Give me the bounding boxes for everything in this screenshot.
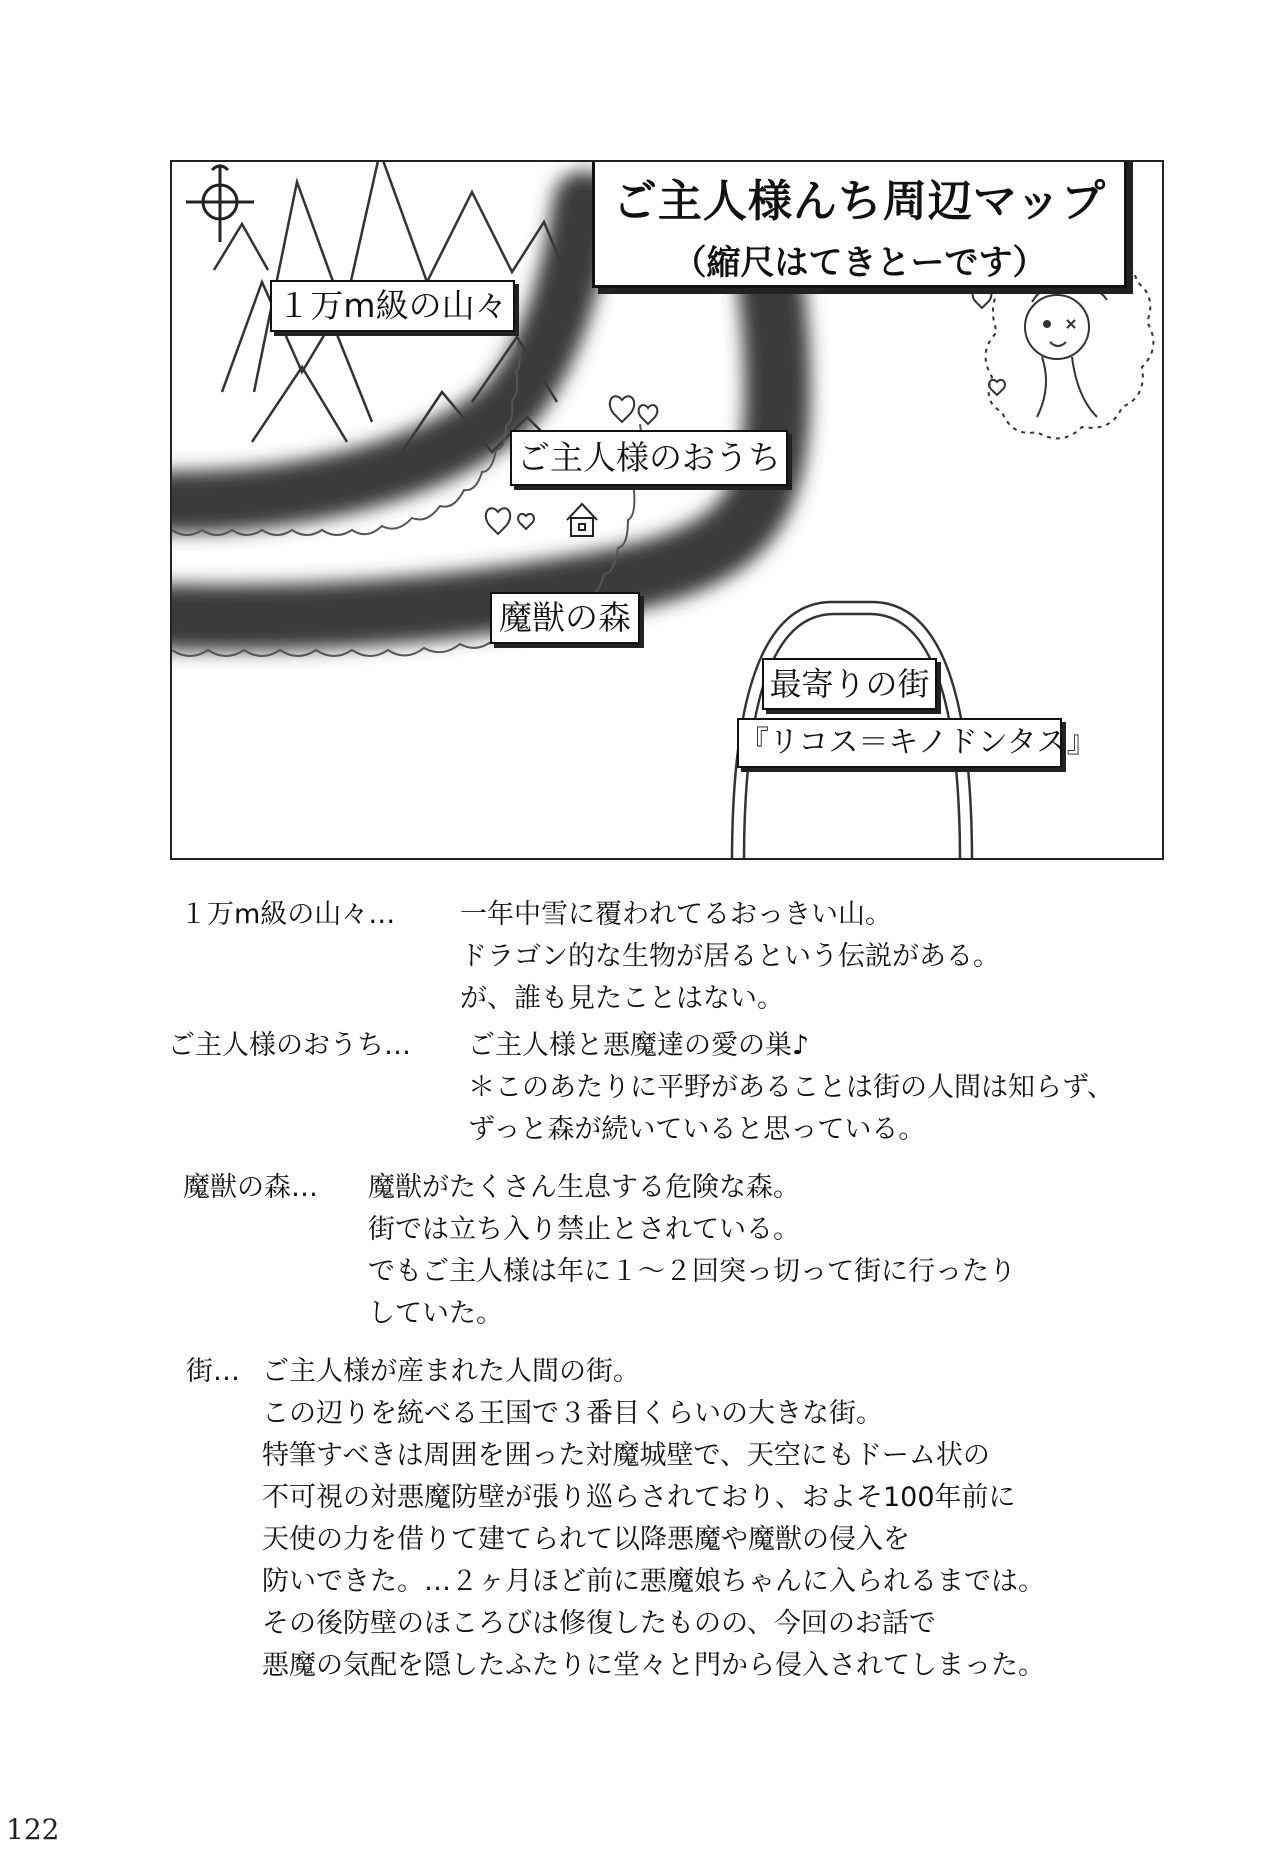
label-town: 最寄りの街 bbox=[762, 658, 937, 710]
label-town-name: 『リコス＝キノドンタス』 bbox=[737, 718, 1062, 768]
compass-icon bbox=[186, 166, 254, 242]
legend-line: ドラゴン的な生物が居るという伝説がある。 bbox=[460, 941, 1000, 972]
map-subtitle: （縮尺はてきとーです） bbox=[672, 243, 1047, 283]
legend-line: が、誰も見たことはない。 bbox=[460, 983, 784, 1014]
legend-line: 一年中雪に覆われてるおっきい山。 bbox=[460, 899, 892, 930]
legend-line: 街では立ち入り禁止とされている。 bbox=[368, 1214, 800, 1245]
legend-line: ＊このあたりに平野があることは街の人間は知らず、 bbox=[468, 1072, 1114, 1103]
legend-term: ご主人様のおうち… bbox=[168, 1030, 411, 1061]
legend-term: 魔獣の森… bbox=[183, 1172, 318, 1203]
area-map bbox=[170, 160, 1164, 860]
legend-entry-forest bbox=[183, 1168, 318, 1207]
legend-line: でもご主人様は年に１～２回突っ切って街に行ったり bbox=[368, 1256, 1016, 1287]
legend-line: 特筆すべきは周囲を囲った対魔城壁で、天空にもドーム状の bbox=[262, 1440, 990, 1471]
legend-line: 防いできた。…２ヶ月ほど前に悪魔娘ちゃんに入られるまでは。 bbox=[262, 1566, 1045, 1597]
legend-line: 不可視の対悪魔防壁が張り巡らされており、およそ100年前に bbox=[262, 1482, 1016, 1513]
legend-entry-town bbox=[186, 1352, 240, 1391]
legend-line: ご主人様が産まれた人間の街。 bbox=[262, 1356, 640, 1387]
legend-term: 街… bbox=[186, 1356, 240, 1387]
legend-line: この辺りを統べる王国で３番目くらいの大きな街。 bbox=[262, 1398, 883, 1429]
label-house: ご主人様のおうち bbox=[510, 430, 788, 486]
legend-line: していた。 bbox=[368, 1298, 503, 1329]
legend-line: ずっと森が続いていると思っている。 bbox=[468, 1114, 926, 1145]
legend-entry-mountains bbox=[180, 895, 395, 934]
legend-line: 魔獣がたくさん生息する危険な森。 bbox=[368, 1172, 800, 1203]
legend-line: 悪魔の気配を隠したふたりに堂々と門から侵入されてしまった。 bbox=[262, 1650, 1045, 1681]
label-forest: 魔獣の森 bbox=[490, 592, 640, 644]
map-title-box bbox=[592, 160, 1127, 288]
legend-line: 天使の力を借りて建てられて以降悪魔や魔獣の侵入を bbox=[262, 1524, 910, 1555]
legend-line: その後防壁のほころびは修復したものの、今回のお話で bbox=[262, 1608, 936, 1639]
page-number: 122 bbox=[6, 1813, 60, 1846]
legend-line: ご主人様と悪魔達の愛の巣♪ bbox=[468, 1030, 810, 1061]
label-mountains: １万m級の山々 bbox=[270, 280, 515, 332]
house-icon bbox=[567, 504, 597, 536]
legend-term: １万m級の山々… bbox=[180, 899, 396, 930]
map-title: ご主人様んち周辺マップ bbox=[612, 176, 1107, 227]
legend-entry-house bbox=[168, 1026, 411, 1065]
